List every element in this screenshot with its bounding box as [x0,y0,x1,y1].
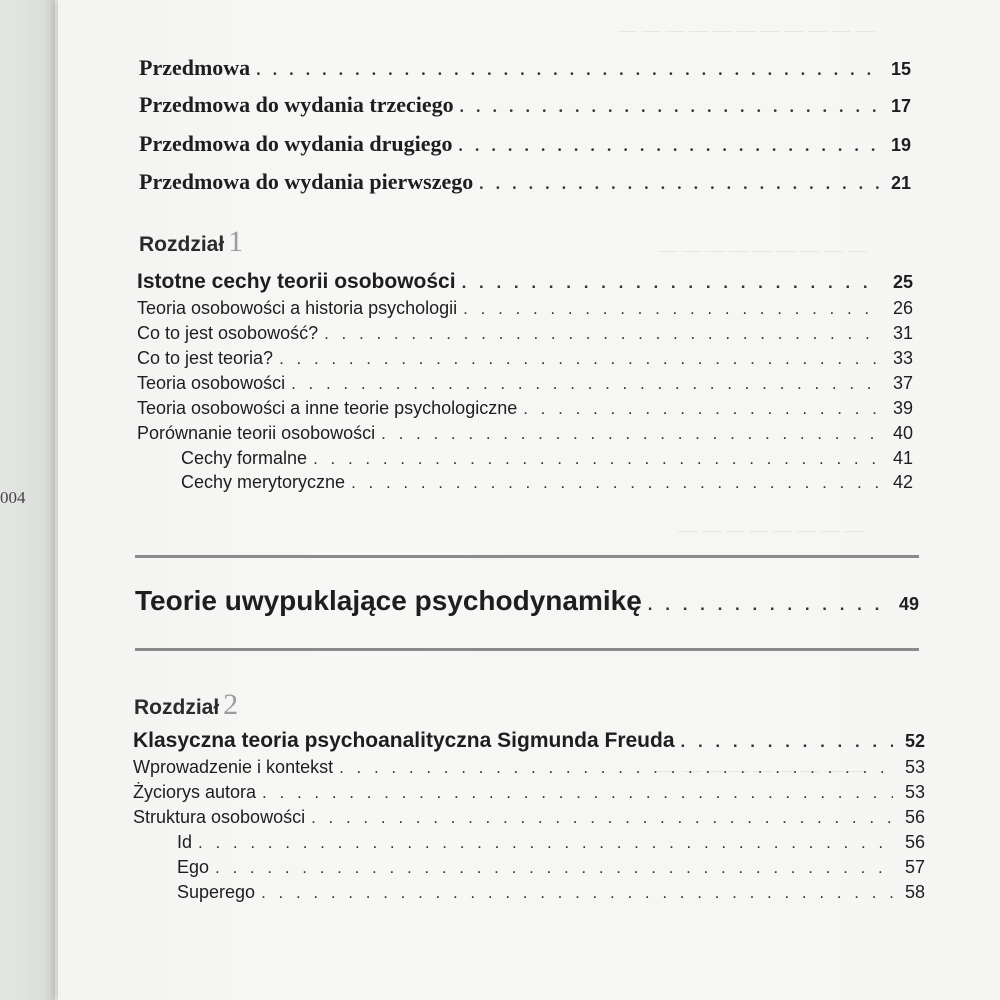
toc-page-number: 56 [904,807,925,827]
dot-leader [381,424,881,444]
show-through-decoration: — — — — — — — — — [658,240,867,261]
toc-entry-preface[interactable] [139,169,911,195]
toc-page-number: 31 [892,323,913,343]
toc-entry-preface[interactable] [139,92,911,118]
toc-entry-chapter-1-title[interactable] [137,270,913,294]
toc-page-number: 17 [890,96,911,116]
toc-page-number: 49 [898,594,919,614]
page-edge-text: 004 [0,488,26,507]
toc-entry[interactable] [133,782,925,803]
toc-entry-title: Istotne cechy teorii osobowości [137,270,456,293]
toc-subentry[interactable] [177,857,925,878]
toc-page-number: 21 [890,173,911,193]
toc-page-number: 37 [892,373,913,393]
toc-page-number: 58 [904,882,925,902]
dot-leader [262,783,893,803]
chapter-number: 2 [223,688,239,721]
chapter-1-label [139,225,243,259]
toc-page-number: 39 [892,398,913,418]
toc-entry-title: Teoria osobowości a historia psychologii [137,298,458,318]
toc-page-number: 56 [904,832,925,852]
dot-leader [279,349,881,369]
toc-page-number: 57 [904,857,925,877]
toc-entry-title: Przedmowa do wydania drugiego [139,131,453,156]
dot-leader [261,883,893,903]
toc-entry-title: Cechy formalne [181,448,308,468]
toc-entry[interactable] [133,807,925,828]
section-rule [135,648,919,651]
toc-entry-title: Teoria osobowości [137,373,286,393]
toc-entry-title: Życiorys autora [133,782,257,802]
toc-entry[interactable] [133,757,925,778]
chapter-2-label [134,688,238,722]
toc-entry-title: Teoria osobowości a inne teorie psychologiczne [137,398,518,418]
toc-entry[interactable] [137,298,913,319]
previous-page-edge [0,0,55,1000]
toc-page-number: 40 [892,423,913,443]
chapter-label-text: Rozdział [134,696,220,719]
toc-entry-title: Superego [177,882,256,902]
toc-entry-title: Klasyczna teoria psychoanalityczna Sigmunda Freuda [133,729,675,752]
dot-leader [351,473,881,493]
dot-leader [479,174,879,194]
toc-entry-chapter-2-title[interactable] [133,729,925,753]
toc-entry-title: Struktura osobowości [133,807,306,827]
toc-subentry[interactable] [181,448,913,469]
dot-leader [463,299,881,319]
chapter-number: 1 [228,225,244,258]
toc-entry-title: Id [177,832,193,852]
book-page [58,0,1000,1000]
toc-page-number: 53 [904,757,925,777]
toc-entry-title: Cechy merytoryczne [181,472,346,492]
toc-entry-part-title[interactable] [135,585,919,617]
toc-subentry[interactable] [181,472,913,493]
show-through-decoration: — — — — — — — — [678,520,864,541]
toc-entry-title: Co to jest osobowość? [137,323,319,343]
dot-leader [459,136,880,156]
dot-leader [324,324,881,344]
show-through-decoration: — — — — — — — — — — — [618,20,875,41]
dot-leader [681,732,894,752]
toc-entry-preface[interactable] [139,131,911,157]
toc-entry[interactable] [137,423,913,444]
dot-leader [256,60,879,80]
section-rule [135,555,919,558]
dot-leader [523,399,881,419]
dot-leader [198,833,893,853]
toc-entry-title: Wprowadzenie i kontekst [133,757,334,777]
chapter-label-text: Rozdział [139,233,225,256]
toc-page-number: 26 [892,298,913,318]
toc-entry-preface[interactable] [139,55,911,81]
dot-leader [215,858,893,878]
toc-page-number: 25 [892,272,913,292]
toc-page-number: 15 [890,59,911,79]
toc-entry-title: Porównanie teorii osobowości [137,423,376,443]
toc-page-number: 42 [892,472,913,492]
toc-page-number: 53 [904,782,925,802]
toc-page-number: 52 [904,731,925,751]
toc-page-number: 33 [892,348,913,368]
dot-leader [339,758,893,778]
dot-leader [313,449,881,469]
toc-entry-title: Przedmowa [139,55,251,80]
toc-page-number: 19 [890,135,911,155]
toc-subentry[interactable] [177,832,925,853]
dot-leader [648,595,887,615]
dot-leader [462,273,881,293]
show-through-decoration: — — — — — — — — — [658,760,867,781]
toc-entry-title: Teorie uwypuklające psychodynamikę [135,585,642,616]
dot-leader [460,97,879,117]
toc-entry[interactable] [137,323,913,344]
dot-leader [311,808,893,828]
toc-entry-title: Przedmowa do wydania pierwszego [139,169,474,194]
toc-entry[interactable] [137,398,913,419]
toc-subentry[interactable] [177,882,925,903]
toc-entry[interactable] [137,348,913,369]
toc-page-number: 41 [892,448,913,468]
toc-entry-title: Ego [177,857,210,877]
toc-entry-title: Co to jest teoria? [137,348,274,368]
dot-leader [291,374,881,394]
toc-entry[interactable] [137,373,913,394]
toc-entry-title: Przedmowa do wydania trzeciego [139,92,454,117]
